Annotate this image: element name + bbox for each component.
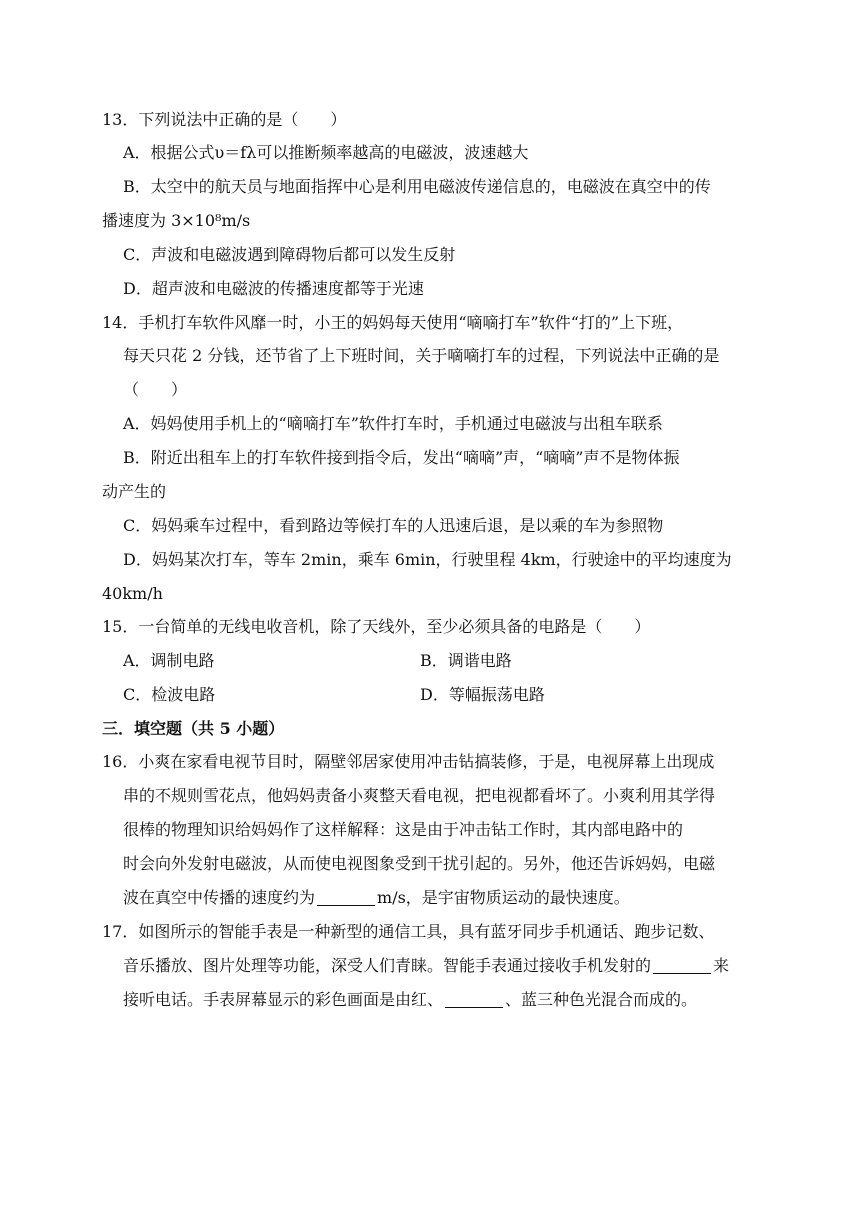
q17-line2	[123, 955, 729, 977]
answer-blank	[445, 991, 503, 1008]
q17-line2-after: 来	[713, 956, 730, 975]
q17-line1: 17．如图所示的智能手表是一种新型的通信工具，具有蓝牙同步手机通话、跑步记数、	[102, 922, 715, 941]
q15-option-b: B．调谐电路	[420, 651, 512, 670]
q17-line3	[123, 989, 697, 1011]
q16-line5-before: 波在真空中传播的速度约为	[123, 888, 316, 907]
q16-line1: 16．小爽在家看电视节目时，隔壁邻居家使用冲击钻搞装修，于是，电视屏幕上出现成	[102, 752, 715, 771]
q16-line5	[123, 887, 630, 909]
q14-option-b-line2: 动产生的	[102, 482, 167, 501]
q16-line5-after: m/s，是宇宙物质运动的最快速度。	[377, 888, 630, 907]
q14-option-b-line1: B．附近出租车上的打车软件接到指令后，发出“嘀嘀”声，“嘀嘀”声不是物体振	[123, 448, 680, 467]
q15-option-c: C．检波电路	[123, 685, 216, 704]
q14-option-c: C．妈妈乘车过程中，看到路边等候打车的人迅速后退，是以乘的车为参照物	[123, 516, 664, 535]
q14-option-d-line2: 40km/h	[102, 584, 163, 603]
q13-stem: 13．下列说法中正确的是（ ）	[102, 110, 347, 129]
q15-option-a: A．调制电路	[123, 651, 215, 670]
q13-option-c: C．声波和电磁波遇到障碍物后都可以发生反射	[123, 245, 456, 264]
q13-option-d: D．超声波和电磁波的传播速度都等于光速	[123, 279, 424, 298]
q16-line4: 时会向外发射电磁波，从而使电视图象受到干扰引起的。另外，他还告诉妈妈，电磁	[123, 854, 716, 873]
q14-stem-line1: 14．手机打车软件风靡一时，小王的妈妈每天使用“嘀嘀打车”软件“打的”上下班，	[102, 313, 684, 332]
answer-blank	[317, 889, 375, 906]
q14-option-d-line1: D．妈妈某次打车，等车 2min，乘车 6min，行驶里程 4km，行驶途中的平均速度为	[123, 550, 732, 569]
q13-option-b-line2: 播速度为 3×10⁸m/s	[102, 211, 251, 230]
q14-stem-line3: （ ）	[123, 380, 188, 399]
q13-option-b-line1: B．太空中的航天员与地面指挥中心是利用电磁波传递信息的，电磁波在真空中的传	[123, 177, 711, 196]
q14-option-a: A．妈妈使用手机上的“嘀嘀打车”软件打车时，手机通过电磁波与出租车联系	[123, 414, 663, 433]
q15-option-d: D．等幅振荡电路	[420, 685, 545, 704]
answer-blank	[653, 957, 711, 974]
q16-line2: 串的不规则雪花点，他妈妈责备小爽整天看电视，把电视都看坏了。小爽利用其学得	[123, 786, 716, 805]
q17-line2-before: 音乐播放、图片处理等功能，深受人们青睐。智能手表通过接收手机发射的	[123, 956, 652, 975]
q17-line3-after: 、蓝三种色光混合而成的。	[505, 990, 698, 1009]
q16-line3: 很棒的物理知识给妈妈作了这样解释：这是由于冲击钻工作时，其内部电路中的	[123, 820, 684, 839]
q17-line3-before: 接听电话。手表屏幕显示的彩色画面是由红、	[123, 990, 444, 1009]
section-heading: 三．填空题（共 5 小题）	[102, 719, 285, 738]
q15-stem: 15．一台简单的无线电收音机，除了天线外，至少必须具备的电路是（ ）	[102, 617, 651, 636]
q14-stem-line2: 每天只花 2 分钱，还节省了上下班时间，关于嘀嘀打车的过程，下列说法中正确的是	[123, 346, 720, 365]
q13-option-a: A．根据公式υ＝fλ可以推断频率越高的电磁波，波速越大	[123, 143, 529, 162]
